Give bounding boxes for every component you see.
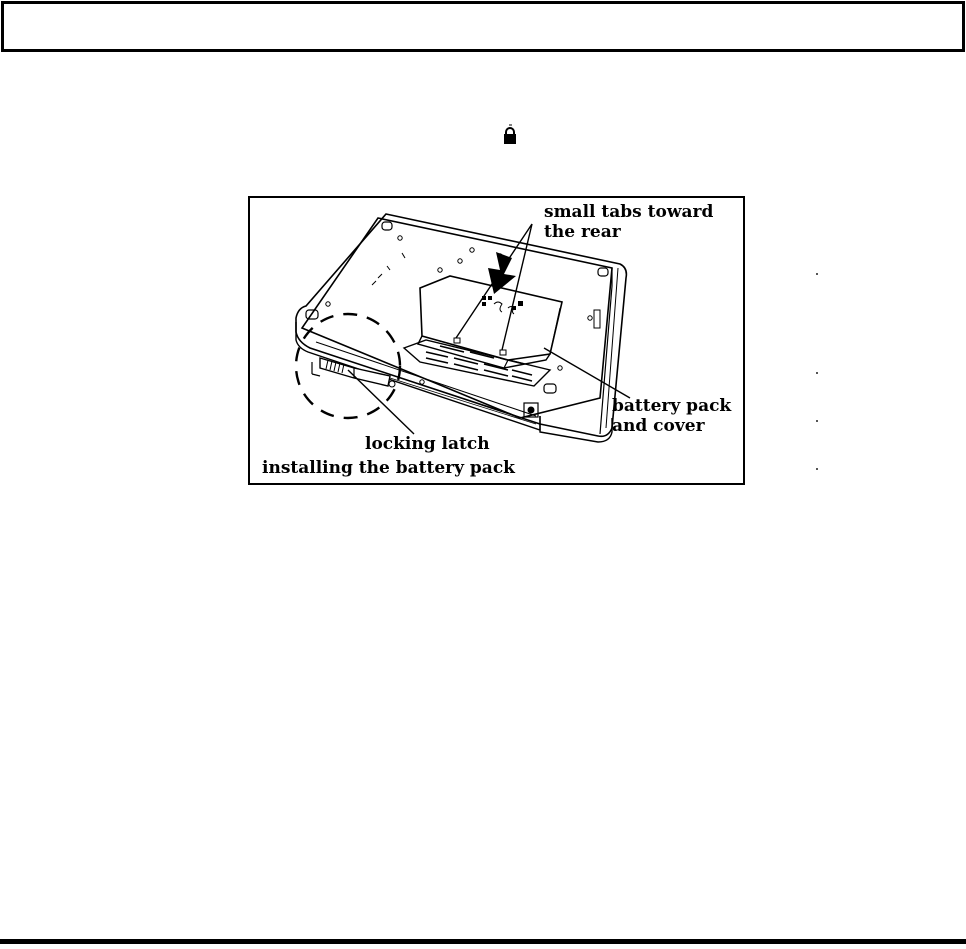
lock-icon bbox=[502, 124, 518, 146]
label-small-tabs-line2: the rear bbox=[544, 222, 621, 242]
battery-installation-figure bbox=[248, 196, 745, 485]
scan-speck bbox=[816, 468, 818, 470]
label-battery-pack-line2: and cover bbox=[612, 416, 705, 436]
scan-speck bbox=[816, 372, 818, 374]
bottom-rule bbox=[0, 939, 966, 944]
figure-caption: installing the battery pack bbox=[262, 458, 515, 478]
scan-speck bbox=[816, 420, 818, 422]
scan-speck bbox=[816, 273, 818, 275]
label-small-tabs bbox=[544, 202, 713, 242]
label-battery-pack bbox=[612, 396, 731, 436]
label-battery-pack-line1: battery pack bbox=[612, 396, 732, 416]
label-small-tabs-line1: small tabs toward bbox=[544, 202, 714, 222]
header-box bbox=[1, 1, 965, 52]
label-locking-latch: locking latch bbox=[365, 434, 490, 454]
